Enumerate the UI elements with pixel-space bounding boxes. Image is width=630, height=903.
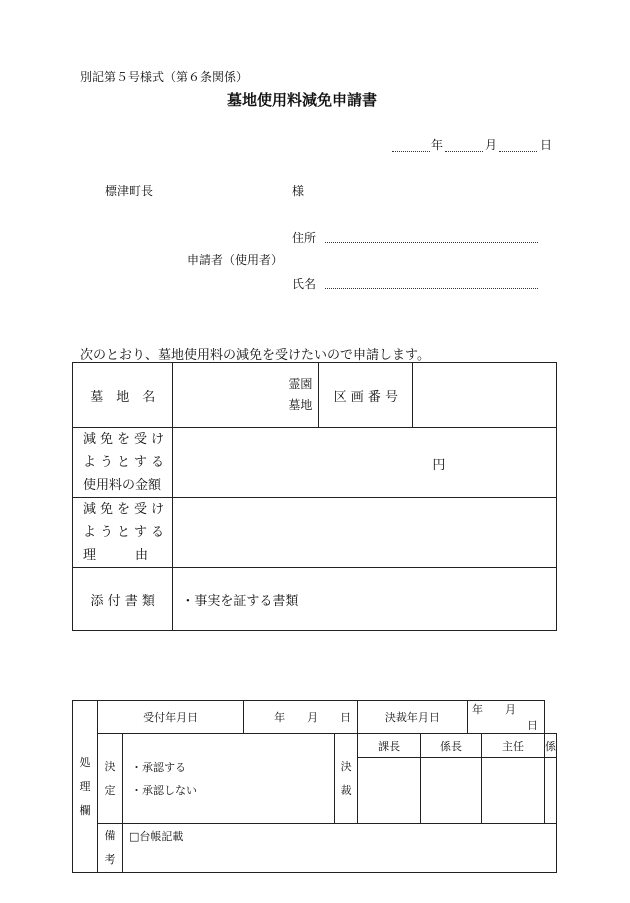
cemetery-name-value-cell[interactable] — [173, 363, 319, 428]
amount-label-cell — [73, 428, 173, 498]
reason-label-line3: 理 由 — [83, 548, 149, 563]
approver-header-1: 課長 — [358, 734, 421, 758]
decision-label-cell — [98, 734, 123, 824]
yen-label: 円 — [432, 458, 446, 473]
received-month: 月 — [307, 711, 319, 724]
attachments-label: 添 付 書 類 — [90, 593, 155, 609]
decision-options-cell[interactable] — [123, 734, 335, 824]
attachments-value-cell — [173, 568, 557, 631]
cemetery-name-label: 墓 地 名 — [90, 389, 156, 405]
date-month-label: 月 — [485, 138, 498, 152]
approver-seal-4[interactable] — [544, 758, 556, 824]
decided-date-value-cell[interactable] — [467, 701, 544, 734]
attachments-value: ・事実を証する書類 — [181, 593, 299, 609]
amount-label-line3: 使用料の金額 — [83, 478, 162, 493]
name-field[interactable] — [325, 288, 538, 289]
received-day: 日 — [340, 711, 352, 724]
date-year-label: 年 — [431, 138, 444, 152]
remarks-char2: 考 — [104, 853, 116, 866]
decided-day: 日 — [526, 719, 538, 732]
reason-value-cell[interactable] — [173, 498, 557, 568]
page-title: 墓地使用料減免申請書 — [227, 91, 378, 109]
approver-seal-1[interactable] — [358, 758, 421, 824]
amount-label-line1: 減免を受け — [83, 432, 169, 447]
address-label: 住所 — [292, 231, 317, 245]
remarks-char1: 備 — [104, 829, 116, 842]
reason-label-line1: 減免を受け — [83, 502, 169, 517]
reason-label-line2: ようとする — [83, 525, 169, 540]
received-date-value-cell[interactable] — [244, 701, 358, 734]
day-blank — [499, 151, 537, 152]
attachments-label-cell — [73, 568, 173, 631]
year-blank — [392, 151, 430, 152]
received-date-label: 受付年月日 — [143, 711, 199, 724]
bochi-label: 墓地 — [288, 398, 313, 412]
approval-char1: 決 — [340, 759, 352, 773]
form-reference: 別記第５号様式（第６条関係） — [80, 70, 249, 84]
decision-char2: 定 — [104, 783, 116, 797]
amount-label-line2: ようとする — [83, 455, 169, 470]
address-field[interactable] — [325, 242, 538, 243]
name-label: 氏名 — [292, 277, 317, 291]
addressee: 標津町長 — [105, 184, 154, 198]
ledger-checkbox[interactable]: □台帳記載 — [129, 830, 184, 843]
decided-year: 年 — [471, 703, 483, 716]
approval-char2: 裁 — [340, 783, 352, 797]
received-date-label-cell — [98, 701, 244, 734]
approval-label-cell — [335, 734, 358, 824]
approver-header-4: 係 — [544, 734, 556, 758]
approver-seal-2[interactable] — [421, 758, 482, 824]
date-day-label: 日 — [540, 138, 553, 152]
plot-number-value-cell[interactable] — [413, 363, 557, 428]
processing-table — [72, 700, 557, 873]
decision-approve[interactable]: ・承認する — [131, 760, 186, 774]
received-year: 年 — [274, 711, 286, 724]
month-blank — [445, 151, 483, 152]
remarks-value-cell[interactable] — [123, 824, 557, 873]
decided-date-label-cell — [358, 701, 468, 734]
processing-side-label-cell — [73, 701, 98, 873]
reason-label-cell — [73, 498, 173, 568]
cemetery-name-label-cell — [73, 363, 173, 428]
approver-seal-3[interactable] — [481, 758, 544, 824]
processing-side-char1: 処 — [79, 755, 91, 769]
plot-number-label-cell — [319, 363, 413, 428]
processing-side-char2: 理 — [79, 779, 91, 793]
plot-number-label: 区 画 番 号 — [333, 389, 398, 405]
intro-text: 次のとおり、墓地使用料の減免を受けたいので申請します。 — [80, 348, 430, 363]
decided-date-label: 決裁年月日 — [384, 711, 440, 724]
application-table — [72, 362, 557, 631]
decided-month: 月 — [504, 703, 516, 716]
honorific: 様 — [292, 184, 305, 198]
approver-header-3: 主任 — [481, 734, 544, 758]
decision-char1: 決 — [104, 759, 116, 773]
decision-reject[interactable]: ・承認しない — [131, 783, 197, 797]
amount-value-cell[interactable] — [173, 428, 557, 498]
remarks-label-cell — [98, 824, 123, 873]
processing-side-char3: 欄 — [79, 803, 91, 817]
approver-header-2: 係長 — [421, 734, 482, 758]
applicant-label: 申請者（使用者） — [187, 253, 284, 267]
reien-label: 霊園 — [288, 377, 313, 391]
